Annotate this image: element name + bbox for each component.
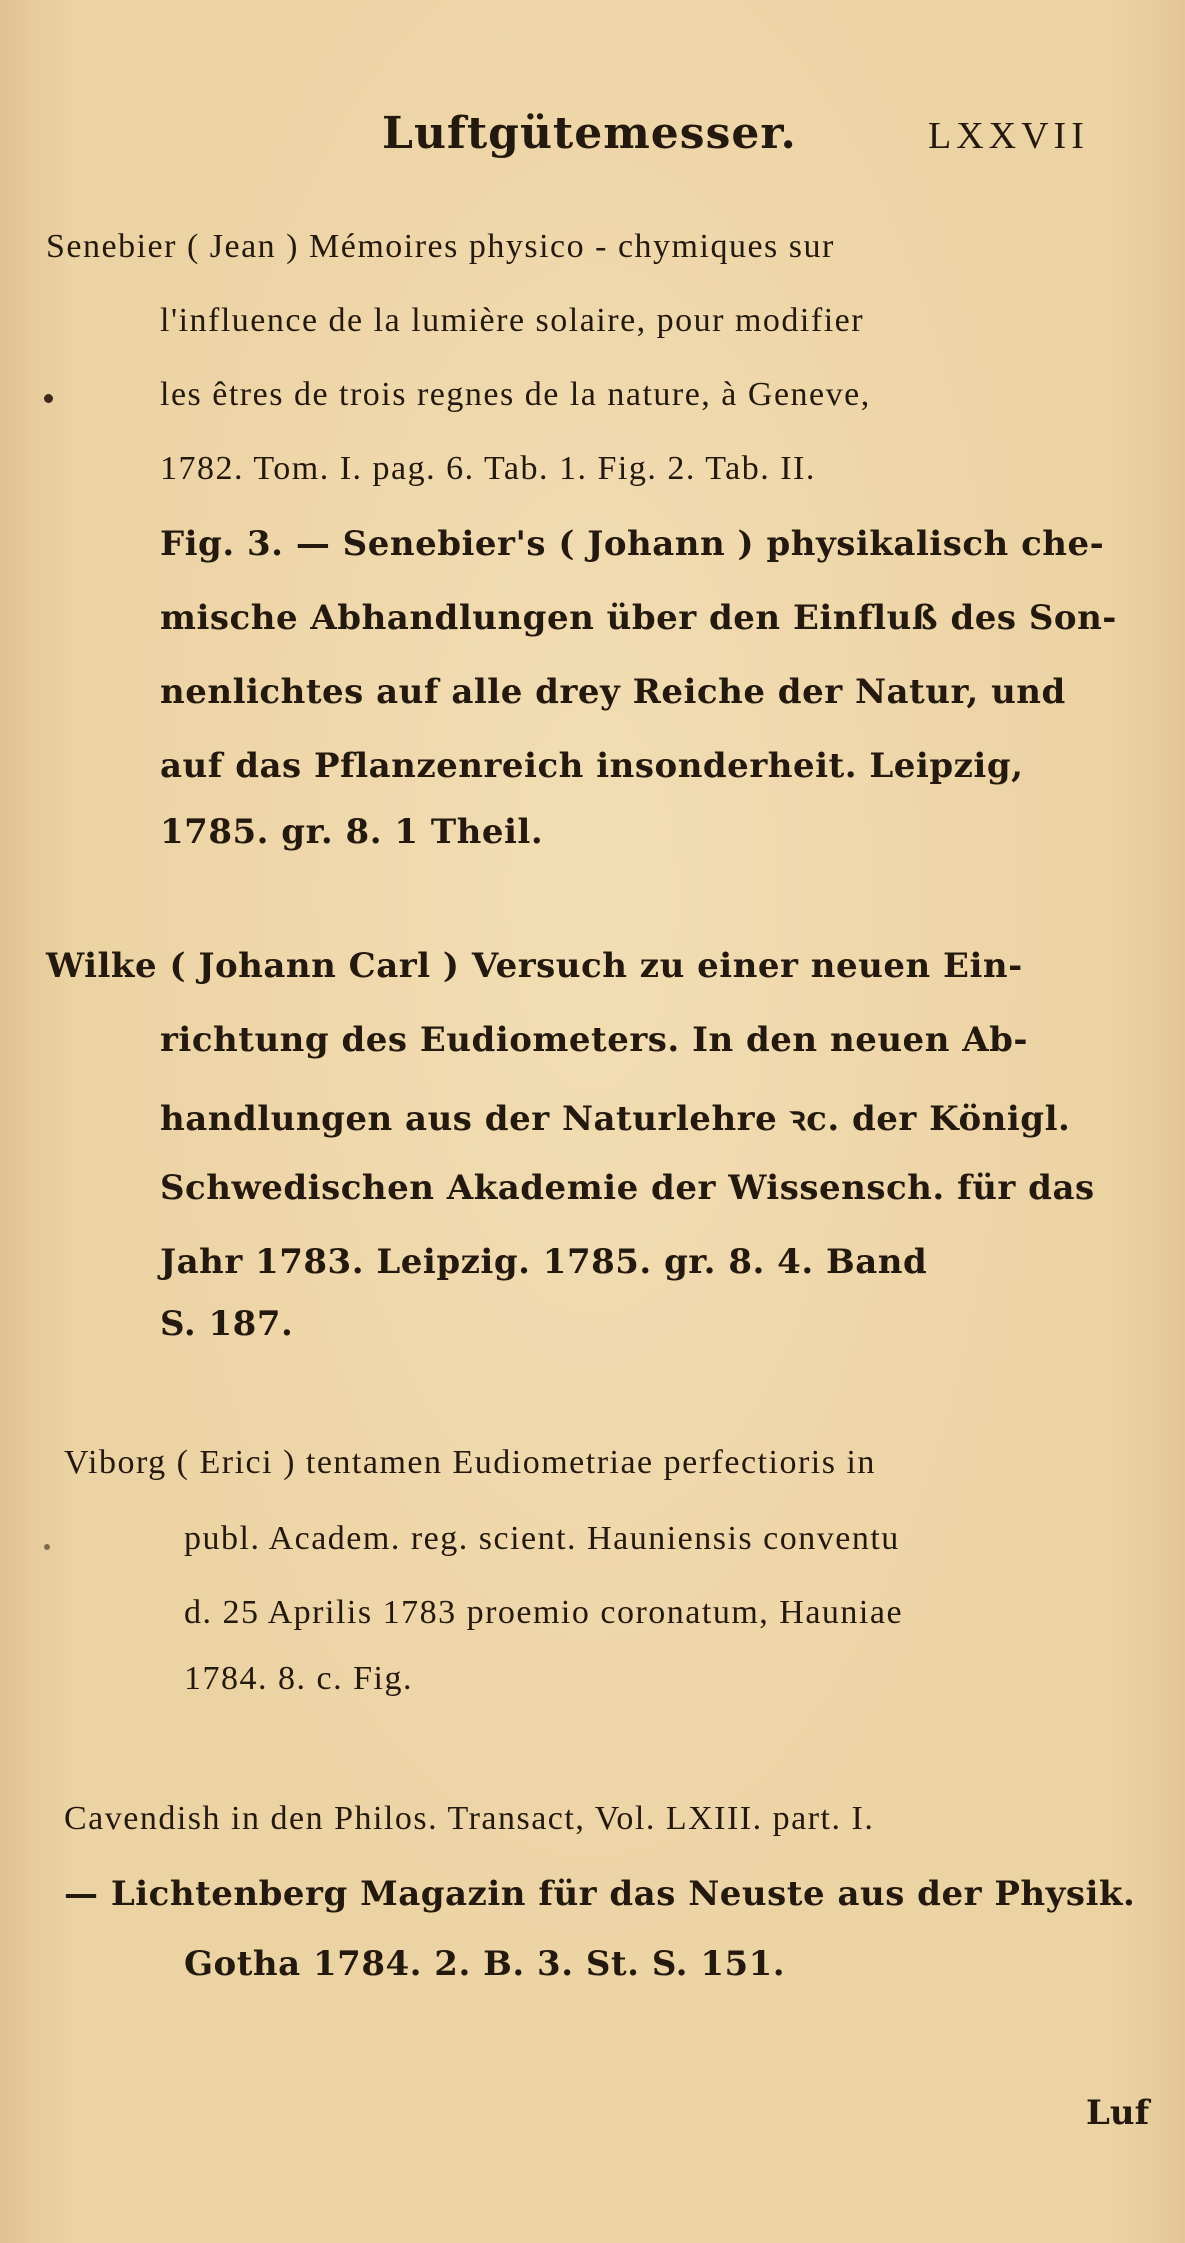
entry-line: les êtres de trois regnes de la nature, à Geneve, xyxy=(160,376,871,413)
running-title: Luftgütemesser. xyxy=(382,108,797,159)
entry-line: Senebier ( Jean ) Mémoires physico - chymiques sur xyxy=(46,228,835,265)
entry-line: Jahr 1783. Leipzig. 1785. gr. 8. 4. Band xyxy=(160,1242,928,1282)
page-header xyxy=(0,108,1185,168)
entry-line: Viborg ( Erici ) tentamen Eudiometriae perfectioris in xyxy=(64,1444,876,1481)
entry-line: — Lichtenberg Magazin für das Neuste aus der Physik. xyxy=(64,1874,1136,1914)
entry-line: publ. Academ. reg. scient. Hauniensis conventu xyxy=(184,1520,900,1557)
entry-line: nenlichtes auf alle drey Reiche der Natur, und xyxy=(160,672,1066,712)
entry-line: Cavendish in den Philos. Transact, Vol. LXIII. part. I. xyxy=(64,1800,875,1837)
entry-line: Schwedischen Akademie der Wissensch. für das xyxy=(160,1168,1095,1208)
paper-speck xyxy=(44,394,53,403)
entry-line: richtung des Eudiometers. In den neuen Ab- xyxy=(160,1020,1029,1060)
entry-line: l'influence de la lumière solaire, pour modifier xyxy=(160,302,865,339)
page-number: LXXVII xyxy=(928,115,1089,157)
entry-line: 1784. 8. c. Fig. xyxy=(184,1660,413,1697)
entry-line: mische Abhandlungen über den Einfluß des Son- xyxy=(160,598,1117,638)
entry-line: d. 25 Aprilis 1783 proemio coronatum, Hauniae xyxy=(184,1594,904,1631)
entry-line: auf das Pflanzenreich insonderheit. Leipzig, xyxy=(160,746,1024,786)
entry-line: Gotha 1784. 2. B. 3. St. S. 151. xyxy=(184,1944,786,1984)
entry-line: Wilke ( Johann Carl ) Versuch zu einer neuen Ein- xyxy=(46,946,1023,986)
entry-line: handlungen aus der Naturlehre ꝛc. der Königl. xyxy=(160,1099,1071,1139)
entry-line: S. 187. xyxy=(160,1304,294,1344)
entry-line: Fig. 3. — Senebier's ( Johann ) physikalisch che- xyxy=(160,524,1105,564)
entry-line: 1782. Tom. I. pag. 6. Tab. 1. Fig. 2. Tab. II. xyxy=(160,450,816,487)
paper-speck xyxy=(44,1544,50,1550)
entry-line: 1785. gr. 8. 1 Theil. xyxy=(160,812,544,852)
catchword: Luf xyxy=(1086,2093,1150,2133)
